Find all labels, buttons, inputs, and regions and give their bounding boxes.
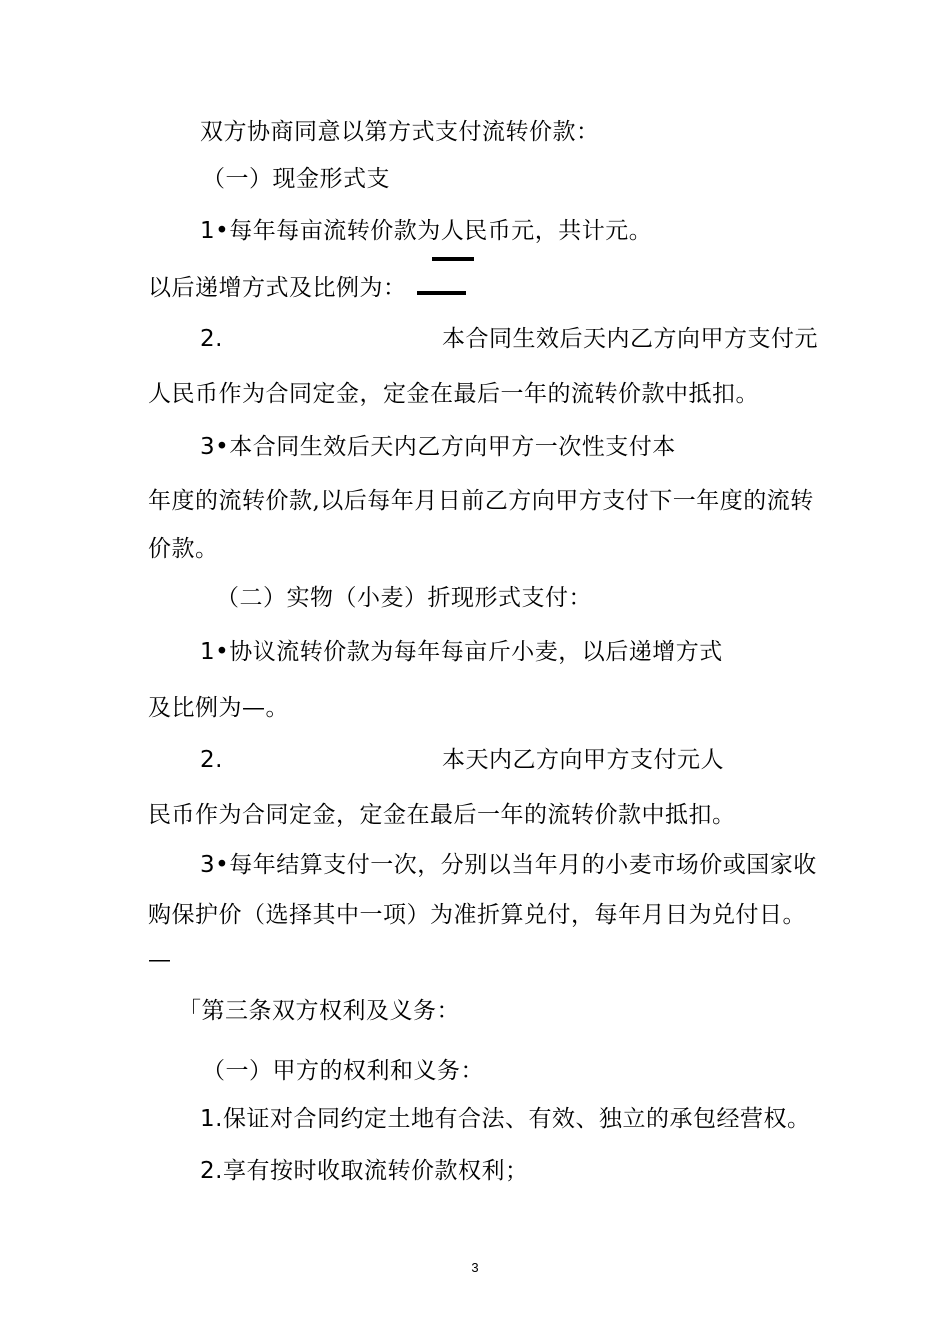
item-party-a-2 <box>200 1156 528 1186</box>
paragraph-increment-ratio: 及比例为—。 <box>148 695 289 721</box>
item-kind-2-number <box>200 745 223 775</box>
item-number: 2. <box>200 326 223 352</box>
item-number: 1• <box>200 218 230 244</box>
item-cash-2-text: 本合同生效后天内乙方向甲方支付元 <box>442 326 818 352</box>
blank-underline <box>432 257 474 261</box>
paragraph-deposit-kind: 民币作为合同定金，定金在最后一年的流转价款中抵扣。 <box>148 802 736 828</box>
page-number: 3 <box>471 1260 479 1275</box>
item-party-a-1 <box>200 1104 810 1134</box>
item-cash-1 <box>200 216 652 246</box>
paragraph-annual-payment: 年度的流转价款,以后每年月日前乙方向甲方支付下一年度的流转 <box>148 488 814 514</box>
heading-article-three: 「第三条双方权利及义务： <box>178 998 460 1024</box>
paragraph-increment-method: 以后递增方式及比例为： <box>148 275 407 301</box>
item-number: 1. <box>200 1106 223 1132</box>
heading-cash-payment: （一）现金形式支 <box>202 166 390 192</box>
item-text: 享有按时收取流转价款权利； <box>222 1158 529 1184</box>
item-number: 3• <box>200 434 230 460</box>
item-text: 每年结算支付一次，分别以当年月的小麦市场价或国家收 <box>229 852 817 878</box>
dash-mark: — <box>148 947 172 973</box>
item-number: 2. <box>200 747 223 773</box>
heading-in-kind-payment: （二）实物（小麦）折现形式支付： <box>216 585 592 611</box>
paragraph-payment-method: 双方协商同意以第方式支付流转价款： <box>200 119 600 145</box>
item-text: 每年每亩流转价款为人民币元，共计元。 <box>229 218 653 244</box>
paragraph-settlement: 购保护价（选择其中一项）为准折算兑付，每年月日为兑付日。 <box>148 902 806 928</box>
item-number: 3• <box>200 852 230 878</box>
item-kind-3 <box>200 850 817 880</box>
item-kind-1 <box>200 637 723 667</box>
item-cash-2-number <box>200 324 223 354</box>
item-text: 协议流转价款为每年每亩斤小麦，以后递增方式 <box>229 639 723 665</box>
paragraph-annual-payment-end: 价款。 <box>148 536 219 562</box>
item-number: 1• <box>200 639 230 665</box>
paragraph-deposit-cash: 人民币作为合同定金，定金在最后一年的流转价款中抵扣。 <box>148 381 759 407</box>
item-text: 本合同生效后天内乙方向甲方一次性支付本 <box>229 434 676 460</box>
item-kind-2-text: 本天内乙方向甲方支付元人 <box>442 747 724 773</box>
item-number: 2. <box>200 1158 223 1184</box>
blank-underline <box>417 291 466 295</box>
heading-party-a-duties: （一）甲方的权利和义务： <box>202 1058 484 1084</box>
item-cash-3 <box>200 432 676 462</box>
item-text: 保证对合同约定土地有合法、有效、独立的承包经营权。 <box>222 1106 811 1132</box>
